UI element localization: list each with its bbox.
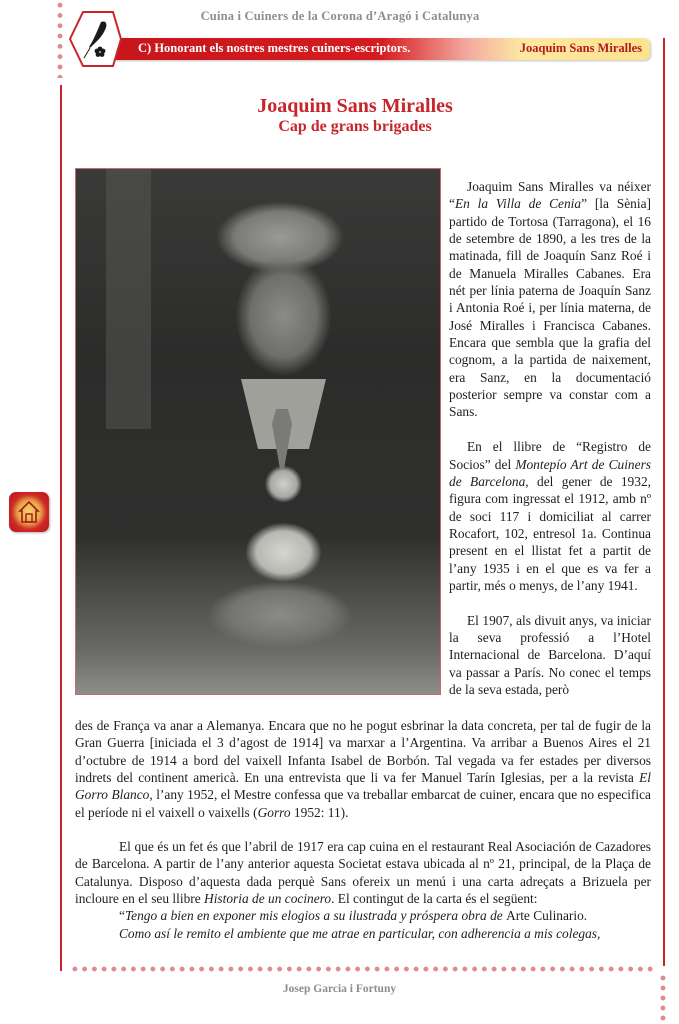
paragraph-registry: En el llibre de “Registro de Socios” del Montepío Art de Cuiners de Barcelona, del gener de 1932, figura com ingressat el 1912, amb nº de soci 117 i domiciliat al carrer Rocafort, 102, entresol 1a. Continua present en el llistat fet a partit de l’any 1935 i en el que es va fer a partir, més o menys, de l’any 1941. — [449, 439, 651, 593]
photo-tie — [272, 409, 292, 469]
paragraph-birth: Joaquim Sans Miralles va néixer “En la Villa de Cenia” [la Sènia] partido de Tortosa (Tarragona), el 16 de setembre de 1890, a les tres de la matinada, fill de Joaquín Sanz Roé i de Manuela Miralles Cabanes. Era nét per línia paterna de Joaquín Sanz i Antonia Roé i, per línia materna, de José Miralles i Francisca Cabanes. Encara que sembla que la grafia del cognom, a la partida de naixement, era Sanz, en la documentació posterior sempre va constar com a Sans. — [449, 179, 651, 420]
home-icon — [15, 498, 43, 526]
paragraph-travels: des de França va anar a Alemanya. Encara que no he pogut esbrinar la data concreta, per tal de fugir de la Gran Guerra [iniciada el 3 d’agost de 1914] va marxar a l’Argentina. Va arribar a Buenos Aires el 21 d’octubre de 1914 a bord del vaixell Infanta Isabel de Borbón. Tal vegada va fer estades per diversos indrets del continent americà. En una entrevista que li va fer Manuel Tarín Iglesias, per a la revista El Gorro Blanco, l’any 1952, el Mestre confessa que va treballar embarcat de cuiner, encara que no especifica el període ni el vaixell o vaixells (Gorro 1952: 11). — [75, 718, 651, 820]
section-label: C) Honorant els nostres mestres cuiners-escriptors. — [138, 41, 411, 55]
full-width-text-1 — [75, 717, 651, 821]
article-title: Joaquim Sans Miralles — [257, 95, 453, 117]
quill-flower-hexagon-icon — [68, 10, 122, 68]
full-width-text-2 — [75, 838, 651, 942]
paragraph-career-start: El 1907, als divuit anys, va iniciar la seva professió a l’Hotel Internacional de Barcelona. D’aquí va passar a París. No conec el temps de la seva estada, però — [449, 612, 651, 697]
quote-line-2: Como así le remito el ambiente que me atrae en particular, con adherencia a mis colegas, — [119, 925, 601, 941]
photo-background-detail — [106, 169, 151, 429]
paragraph-cazadores: El que és un fet és que l’abril de 1917 era cap cuina en el restaurant Real Asociación de Cazadores de Barcelona. A partir de l’any anterior aquesta Societat estava ubicada al nº 21, principal, de la Plaça de Catalunya. Disposo d’aquesta dada perquè Sans ofereix un menú i una carta adreçats a Brizuela per incloure en el seu llibre Historia de un cocinero. El contingut de la carta és el següent: — [75, 839, 651, 907]
portrait-photo — [75, 168, 441, 695]
quote-line-1: “Tengo a bien en exponer mis elogios a su ilustrada y próspera obra de Arte Culinario. — [119, 908, 588, 924]
article-subtitle: Cap de grans brigades — [278, 118, 432, 135]
chapter-label: Joaquim Sans Miralles — [519, 41, 642, 55]
right-border-line — [663, 38, 665, 966]
left-border-line — [60, 85, 62, 971]
home-button[interactable] — [9, 492, 49, 532]
right-text-column — [449, 178, 651, 698]
decorative-dot-column-bottom — [660, 973, 666, 1024]
publication-title: Cuina i Cuiners de la Corona d’Aragó i Catalunya — [200, 9, 480, 23]
footer-author: Josep Garcia i Fortuny — [282, 983, 397, 995]
section-banner — [112, 38, 650, 60]
decorative-dot-row-bottom — [70, 966, 656, 972]
